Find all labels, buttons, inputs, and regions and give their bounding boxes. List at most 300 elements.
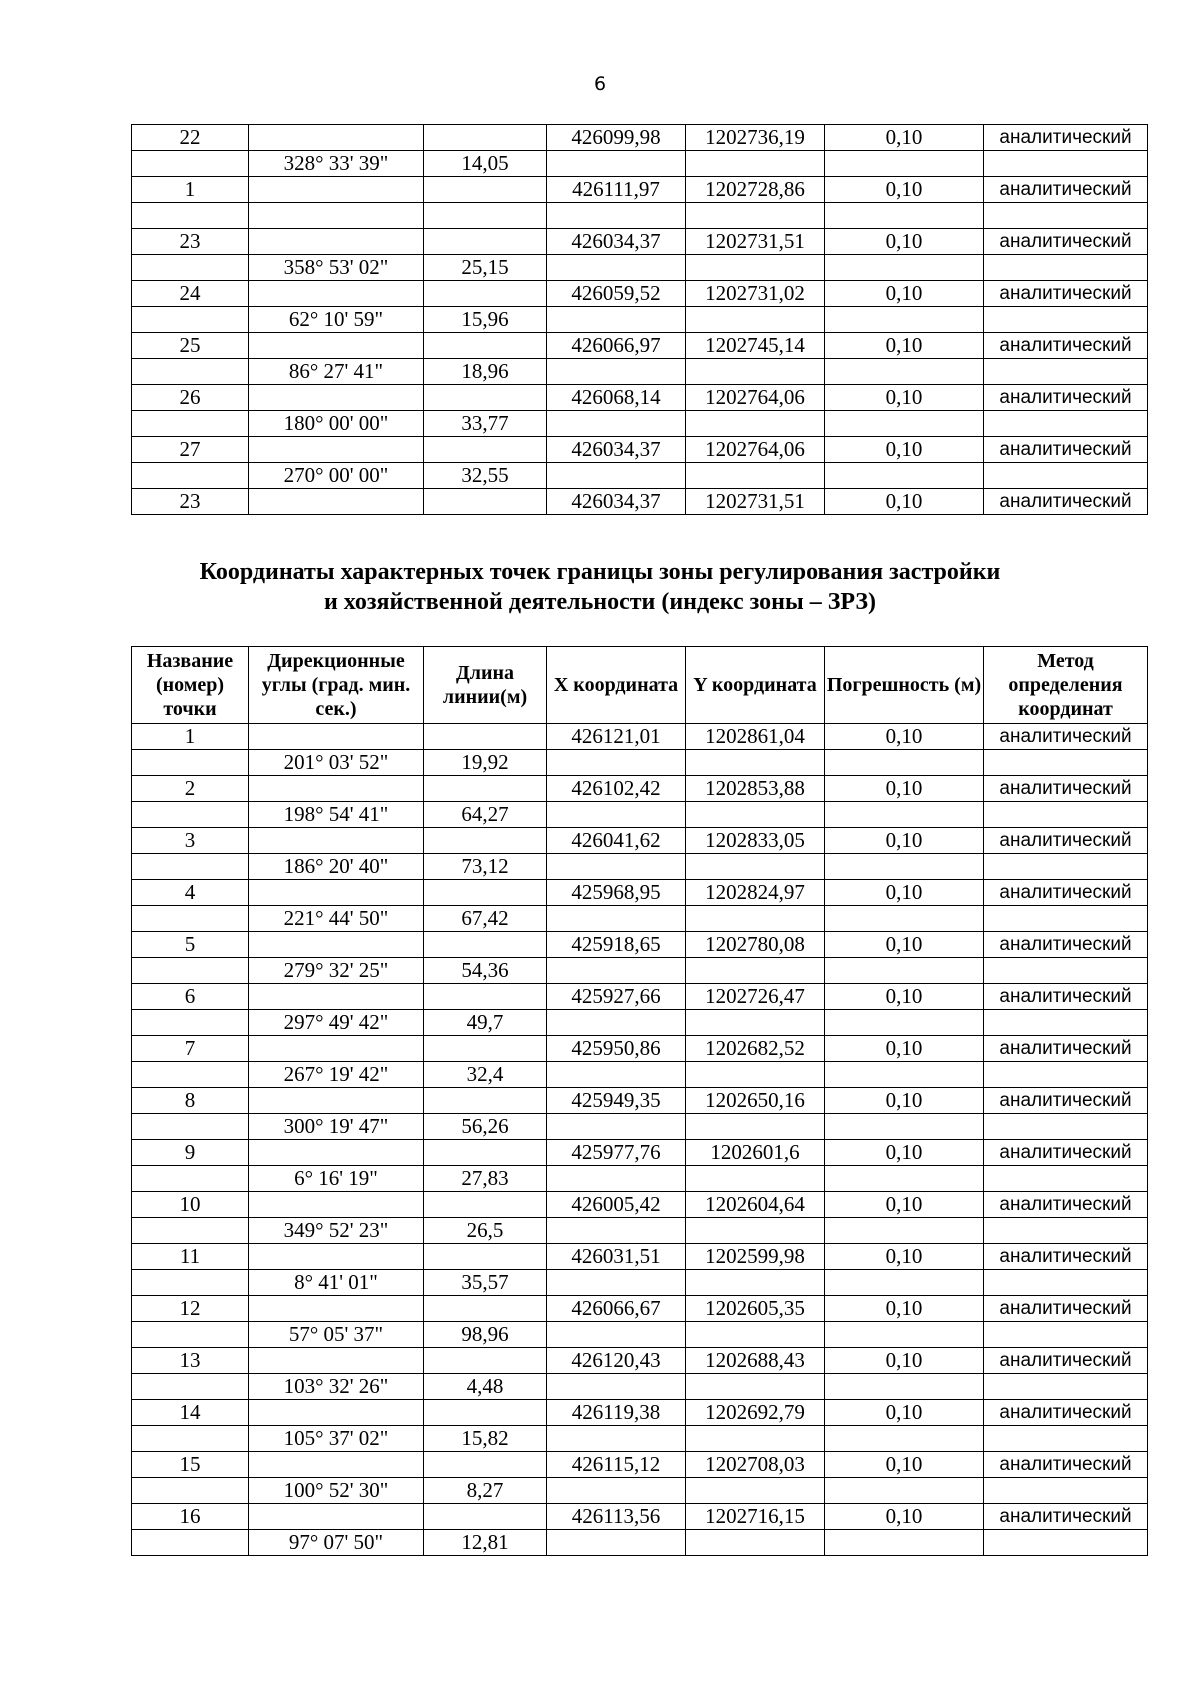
- segment-row: [132, 1478, 1148, 1504]
- x-coordinate-cell: [547, 854, 686, 880]
- point-name-cell: 12: [132, 1296, 249, 1322]
- direction-angle-cell: [249, 776, 424, 802]
- x-coordinate-cell: 425950,86: [547, 1036, 686, 1062]
- direction-angle-cell: 86° 27' 41": [249, 359, 424, 385]
- header-direction-angle: Дирекционные углы (град. мин. сек.): [249, 647, 424, 724]
- cell: [984, 203, 1148, 229]
- line-length-cell: [424, 1348, 547, 1374]
- error-cell: [825, 463, 984, 489]
- line-length-cell: [424, 437, 547, 463]
- direction-angle-cell: [249, 437, 424, 463]
- line-length-cell: [424, 1036, 547, 1062]
- x-coordinate-cell: [547, 1062, 686, 1088]
- error-cell: 0,10: [825, 1088, 984, 1114]
- x-coordinate-cell: 426034,37: [547, 437, 686, 463]
- point-name-cell: [132, 1062, 249, 1088]
- segment-row: [132, 255, 1148, 281]
- point-row: [132, 1296, 1148, 1322]
- point-row: [132, 1244, 1148, 1270]
- x-coordinate-cell: 425968,95: [547, 880, 686, 906]
- segment-row: [132, 854, 1148, 880]
- segment-row: [132, 359, 1148, 385]
- method-cell: [984, 1426, 1148, 1452]
- point-name-cell: [132, 151, 249, 177]
- error-cell: 0,10: [825, 1140, 984, 1166]
- error-cell: 0,10: [825, 1192, 984, 1218]
- error-cell: [825, 1426, 984, 1452]
- error-cell: [825, 255, 984, 281]
- segment-row: [132, 1322, 1148, 1348]
- point-row: [132, 880, 1148, 906]
- direction-angle-cell: 62° 10' 59": [249, 307, 424, 333]
- direction-angle-cell: [249, 1088, 424, 1114]
- direction-angle-cell: [249, 385, 424, 411]
- segment-row: [132, 1010, 1148, 1036]
- x-coordinate-cell: 426115,12: [547, 1452, 686, 1478]
- direction-angle-cell: [249, 1504, 424, 1530]
- line-length-cell: 25,15: [424, 255, 547, 281]
- y-coordinate-cell: 1202708,03: [686, 1452, 825, 1478]
- method-cell: аналитический: [984, 1452, 1148, 1478]
- line-length-cell: 54,36: [424, 958, 547, 984]
- y-coordinate-cell: 1202728,86: [686, 177, 825, 203]
- method-cell: аналитический: [984, 489, 1148, 515]
- point-name-cell: 6: [132, 984, 249, 1010]
- direction-angle-cell: 270° 00' 00": [249, 463, 424, 489]
- point-name-cell: 11: [132, 1244, 249, 1270]
- y-coordinate-cell: 1202764,06: [686, 385, 825, 411]
- y-coordinate-cell: [686, 802, 825, 828]
- error-cell: 0,10: [825, 828, 984, 854]
- method-cell: аналитический: [984, 880, 1148, 906]
- method-cell: [984, 307, 1148, 333]
- direction-angle-cell: [249, 1192, 424, 1218]
- direction-angle-cell: 57° 05' 37": [249, 1322, 424, 1348]
- error-cell: [825, 1270, 984, 1296]
- x-coordinate-cell: 425918,65: [547, 932, 686, 958]
- cell: [132, 203, 249, 229]
- y-coordinate-cell: [686, 854, 825, 880]
- x-coordinate-cell: [547, 151, 686, 177]
- point-name-cell: 22: [132, 125, 249, 151]
- x-coordinate-cell: [547, 1270, 686, 1296]
- direction-angle-cell: 186° 20' 40": [249, 854, 424, 880]
- method-cell: [984, 1114, 1148, 1140]
- error-cell: 0,10: [825, 385, 984, 411]
- point-name-cell: [132, 750, 249, 776]
- point-name-cell: 5: [132, 932, 249, 958]
- point-name-cell: 9: [132, 1140, 249, 1166]
- line-length-cell: 26,5: [424, 1218, 547, 1244]
- x-coordinate-cell: 426066,67: [547, 1296, 686, 1322]
- y-coordinate-cell: [686, 307, 825, 333]
- error-cell: 0,10: [825, 1452, 984, 1478]
- point-row: [132, 229, 1148, 255]
- y-coordinate-cell: 1202682,52: [686, 1036, 825, 1062]
- error-cell: 0,10: [825, 229, 984, 255]
- x-coordinate-cell: [547, 1322, 686, 1348]
- y-coordinate-cell: [686, 1010, 825, 1036]
- cell: [424, 203, 547, 229]
- header-y-coordinate: Y координата: [686, 647, 825, 724]
- point-name-cell: 13: [132, 1348, 249, 1374]
- method-cell: [984, 802, 1148, 828]
- method-cell: [984, 1322, 1148, 1348]
- point-name-cell: [132, 359, 249, 385]
- error-cell: 0,10: [825, 1244, 984, 1270]
- direction-angle-cell: [249, 1348, 424, 1374]
- direction-angle-cell: [249, 281, 424, 307]
- y-coordinate-cell: 1202764,06: [686, 437, 825, 463]
- x-coordinate-cell: 426041,62: [547, 828, 686, 854]
- y-coordinate-cell: [686, 255, 825, 281]
- error-cell: [825, 958, 984, 984]
- method-cell: [984, 1010, 1148, 1036]
- error-cell: 0,10: [825, 1296, 984, 1322]
- point-name-cell: 1: [132, 724, 249, 750]
- point-row: [132, 125, 1148, 151]
- line-length-cell: 35,57: [424, 1270, 547, 1296]
- method-cell: аналитический: [984, 1504, 1148, 1530]
- direction-angle-cell: 221° 44' 50": [249, 906, 424, 932]
- point-name-cell: 1: [132, 177, 249, 203]
- point-name-cell: 2: [132, 776, 249, 802]
- method-cell: аналитический: [984, 1192, 1148, 1218]
- point-name-cell: 27: [132, 437, 249, 463]
- segment-row: [132, 1530, 1148, 1556]
- point-row: [132, 1452, 1148, 1478]
- line-length-cell: [424, 125, 547, 151]
- method-cell: [984, 255, 1148, 281]
- direction-angle-cell: 105° 37' 02": [249, 1426, 424, 1452]
- point-row: [132, 1036, 1148, 1062]
- method-cell: аналитический: [984, 932, 1148, 958]
- y-coordinate-cell: [686, 906, 825, 932]
- y-coordinate-cell: 1202853,88: [686, 776, 825, 802]
- error-cell: [825, 1062, 984, 1088]
- error-cell: [825, 1374, 984, 1400]
- error-cell: 0,10: [825, 1036, 984, 1062]
- y-coordinate-cell: [686, 359, 825, 385]
- direction-angle-cell: [249, 828, 424, 854]
- x-coordinate-cell: 426119,38: [547, 1400, 686, 1426]
- zrz-coordinates-table: [131, 646, 1148, 1556]
- x-coordinate-cell: [547, 1114, 686, 1140]
- direction-angle-cell: 180° 00' 00": [249, 411, 424, 437]
- cell: [249, 203, 424, 229]
- segment-row: [132, 802, 1148, 828]
- method-cell: аналитический: [984, 333, 1148, 359]
- point-name-cell: 23: [132, 229, 249, 255]
- line-length-cell: 4,48: [424, 1374, 547, 1400]
- point-row: [132, 437, 1148, 463]
- error-cell: 0,10: [825, 489, 984, 515]
- point-name-cell: [132, 1166, 249, 1192]
- line-length-cell: 32,4: [424, 1062, 547, 1088]
- point-name-cell: [132, 1426, 249, 1452]
- method-cell: [984, 1218, 1148, 1244]
- error-cell: 0,10: [825, 984, 984, 1010]
- direction-angle-cell: [249, 177, 424, 203]
- method-cell: [984, 1270, 1148, 1296]
- point-name-cell: [132, 411, 249, 437]
- method-cell: [984, 1374, 1148, 1400]
- point-name-cell: [132, 1374, 249, 1400]
- point-name-cell: 3: [132, 828, 249, 854]
- line-length-cell: 27,83: [424, 1166, 547, 1192]
- line-length-cell: [424, 932, 547, 958]
- line-length-cell: [424, 776, 547, 802]
- point-name-cell: 8: [132, 1088, 249, 1114]
- line-length-cell: [424, 489, 547, 515]
- method-cell: [984, 1166, 1148, 1192]
- method-cell: аналитический: [984, 1088, 1148, 1114]
- direction-angle-cell: 349° 52' 23": [249, 1218, 424, 1244]
- method-cell: [984, 151, 1148, 177]
- error-cell: [825, 411, 984, 437]
- x-coordinate-cell: [547, 255, 686, 281]
- y-coordinate-cell: [686, 1218, 825, 1244]
- point-row: [132, 828, 1148, 854]
- error-cell: 0,10: [825, 437, 984, 463]
- direction-angle-cell: [249, 724, 424, 750]
- error-cell: 0,10: [825, 776, 984, 802]
- line-length-cell: [424, 1192, 547, 1218]
- y-coordinate-cell: [686, 1322, 825, 1348]
- point-name-cell: [132, 802, 249, 828]
- x-coordinate-cell: 426120,43: [547, 1348, 686, 1374]
- point-row: [132, 1400, 1148, 1426]
- point-name-cell: [132, 1114, 249, 1140]
- point-name-cell: [132, 307, 249, 333]
- point-name-cell: [132, 463, 249, 489]
- y-coordinate-cell: 1202604,64: [686, 1192, 825, 1218]
- x-coordinate-cell: 425977,76: [547, 1140, 686, 1166]
- coordinates-table-continued: [131, 124, 1148, 515]
- x-coordinate-cell: [547, 463, 686, 489]
- segment-row: [132, 750, 1148, 776]
- method-cell: [984, 463, 1148, 489]
- line-length-cell: [424, 229, 547, 255]
- method-cell: аналитический: [984, 177, 1148, 203]
- x-coordinate-cell: 426059,52: [547, 281, 686, 307]
- direction-angle-cell: [249, 333, 424, 359]
- direction-angle-cell: 358° 53' 02": [249, 255, 424, 281]
- y-coordinate-cell: [686, 1426, 825, 1452]
- method-cell: аналитический: [984, 1400, 1148, 1426]
- y-coordinate-cell: [686, 958, 825, 984]
- x-coordinate-cell: 426099,98: [547, 125, 686, 151]
- method-cell: аналитический: [984, 776, 1148, 802]
- point-row: [132, 177, 1148, 203]
- direction-angle-cell: [249, 1452, 424, 1478]
- error-cell: [825, 854, 984, 880]
- point-name-cell: 14: [132, 1400, 249, 1426]
- direction-angle-cell: [249, 1244, 424, 1270]
- error-cell: 0,10: [825, 1504, 984, 1530]
- direction-angle-cell: 198° 54' 41": [249, 802, 424, 828]
- line-length-cell: 15,82: [424, 1426, 547, 1452]
- x-coordinate-cell: [547, 1374, 686, 1400]
- point-row: [132, 984, 1148, 1010]
- direction-angle-cell: 103° 32' 26": [249, 1374, 424, 1400]
- line-length-cell: [424, 1244, 547, 1270]
- y-coordinate-cell: [686, 1270, 825, 1296]
- point-name-cell: 16: [132, 1504, 249, 1530]
- x-coordinate-cell: 426102,42: [547, 776, 686, 802]
- error-cell: 0,10: [825, 880, 984, 906]
- error-cell: 0,10: [825, 724, 984, 750]
- x-coordinate-cell: 426066,97: [547, 333, 686, 359]
- line-length-cell: [424, 880, 547, 906]
- point-row: [132, 932, 1148, 958]
- error-cell: [825, 359, 984, 385]
- point-row: [132, 1088, 1148, 1114]
- point-name-cell: 4: [132, 880, 249, 906]
- line-length-cell: [424, 385, 547, 411]
- direction-angle-cell: 328° 33' 39": [249, 151, 424, 177]
- error-cell: 0,10: [825, 1348, 984, 1374]
- direction-angle-cell: 201° 03' 52": [249, 750, 424, 776]
- error-cell: [825, 802, 984, 828]
- line-length-cell: [424, 1296, 547, 1322]
- y-coordinate-cell: 1202833,05: [686, 828, 825, 854]
- point-row: [132, 1504, 1148, 1530]
- point-name-cell: [132, 1010, 249, 1036]
- table-header: [132, 647, 1148, 724]
- error-cell: [825, 1166, 984, 1192]
- point-name-cell: [132, 1478, 249, 1504]
- y-coordinate-cell: [686, 1530, 825, 1556]
- line-length-cell: [424, 1140, 547, 1166]
- point-name-cell: [132, 906, 249, 932]
- error-cell: [825, 750, 984, 776]
- y-coordinate-cell: 1202716,15: [686, 1504, 825, 1530]
- method-cell: аналитический: [984, 1244, 1148, 1270]
- error-cell: [825, 151, 984, 177]
- segment-row: [132, 906, 1148, 932]
- x-coordinate-cell: 426111,97: [547, 177, 686, 203]
- point-row: [132, 776, 1148, 802]
- cell: [686, 203, 825, 229]
- direction-angle-cell: [249, 932, 424, 958]
- point-name-cell: [132, 1270, 249, 1296]
- segment-row: [132, 1062, 1148, 1088]
- method-cell: аналитический: [984, 984, 1148, 1010]
- line-length-cell: 56,26: [424, 1114, 547, 1140]
- method-cell: [984, 1062, 1148, 1088]
- method-cell: аналитический: [984, 1140, 1148, 1166]
- error-cell: [825, 1322, 984, 1348]
- x-coordinate-cell: [547, 307, 686, 333]
- error-cell: [825, 1478, 984, 1504]
- point-name-cell: 24: [132, 281, 249, 307]
- x-coordinate-cell: [547, 906, 686, 932]
- y-coordinate-cell: [686, 1166, 825, 1192]
- segment-row: [132, 958, 1148, 984]
- y-coordinate-cell: 1202731,51: [686, 229, 825, 255]
- section-title-line-1: Координаты характерных точек границы зоны регулирования застройки: [199, 559, 1001, 585]
- method-cell: аналитический: [984, 125, 1148, 151]
- method-cell: аналитический: [984, 1296, 1148, 1322]
- point-row: [132, 1140, 1148, 1166]
- y-coordinate-cell: 1202736,19: [686, 125, 825, 151]
- y-coordinate-cell: 1202599,98: [686, 1244, 825, 1270]
- segment-row: [132, 411, 1148, 437]
- point-row: [132, 724, 1148, 750]
- direction-angle-cell: [249, 229, 424, 255]
- error-cell: 0,10: [825, 333, 984, 359]
- y-coordinate-cell: 1202688,43: [686, 1348, 825, 1374]
- x-coordinate-cell: 426113,56: [547, 1504, 686, 1530]
- blank-row: [132, 203, 1148, 229]
- line-length-cell: 49,7: [424, 1010, 547, 1036]
- x-coordinate-cell: 426034,37: [547, 229, 686, 255]
- method-cell: [984, 411, 1148, 437]
- y-coordinate-cell: 1202601,6: [686, 1140, 825, 1166]
- point-name-cell: 23: [132, 489, 249, 515]
- segment-row: [132, 463, 1148, 489]
- y-coordinate-cell: [686, 1062, 825, 1088]
- direction-angle-cell: [249, 1036, 424, 1062]
- segment-row: [132, 1270, 1148, 1296]
- method-cell: аналитический: [984, 1348, 1148, 1374]
- point-name-cell: [132, 958, 249, 984]
- segment-row: [132, 1114, 1148, 1140]
- y-coordinate-cell: 1202780,08: [686, 932, 825, 958]
- direction-angle-cell: 279° 32' 25": [249, 958, 424, 984]
- y-coordinate-cell: [686, 411, 825, 437]
- line-length-cell: [424, 1088, 547, 1114]
- segment-row: [132, 1426, 1148, 1452]
- line-length-cell: [424, 984, 547, 1010]
- line-length-cell: [424, 1504, 547, 1530]
- method-cell: аналитический: [984, 828, 1148, 854]
- line-length-cell: 64,27: [424, 802, 547, 828]
- x-coordinate-cell: [547, 750, 686, 776]
- point-row: [132, 489, 1148, 515]
- method-cell: [984, 1530, 1148, 1556]
- point-row: [132, 281, 1148, 307]
- line-length-cell: 18,96: [424, 359, 547, 385]
- y-coordinate-cell: 1202745,14: [686, 333, 825, 359]
- x-coordinate-cell: [547, 958, 686, 984]
- direction-angle-cell: 297° 49' 42": [249, 1010, 424, 1036]
- y-coordinate-cell: [686, 1114, 825, 1140]
- direction-angle-cell: [249, 1296, 424, 1322]
- method-cell: [984, 750, 1148, 776]
- error-cell: [825, 1530, 984, 1556]
- segment-row: [132, 1166, 1148, 1192]
- point-name-cell: 26: [132, 385, 249, 411]
- point-name-cell: [132, 1218, 249, 1244]
- x-coordinate-cell: [547, 1218, 686, 1244]
- point-name-cell: 25: [132, 333, 249, 359]
- x-coordinate-cell: [547, 1010, 686, 1036]
- point-name-cell: [132, 1530, 249, 1556]
- direction-angle-cell: [249, 984, 424, 1010]
- y-coordinate-cell: [686, 750, 825, 776]
- x-coordinate-cell: 426068,14: [547, 385, 686, 411]
- x-coordinate-cell: [547, 1478, 686, 1504]
- y-coordinate-cell: 1202726,47: [686, 984, 825, 1010]
- direction-angle-cell: 267° 19' 42": [249, 1062, 424, 1088]
- y-coordinate-cell: [686, 463, 825, 489]
- point-name-cell: 15: [132, 1452, 249, 1478]
- section-title: [0, 557, 1200, 617]
- error-cell: 0,10: [825, 932, 984, 958]
- method-cell: [984, 854, 1148, 880]
